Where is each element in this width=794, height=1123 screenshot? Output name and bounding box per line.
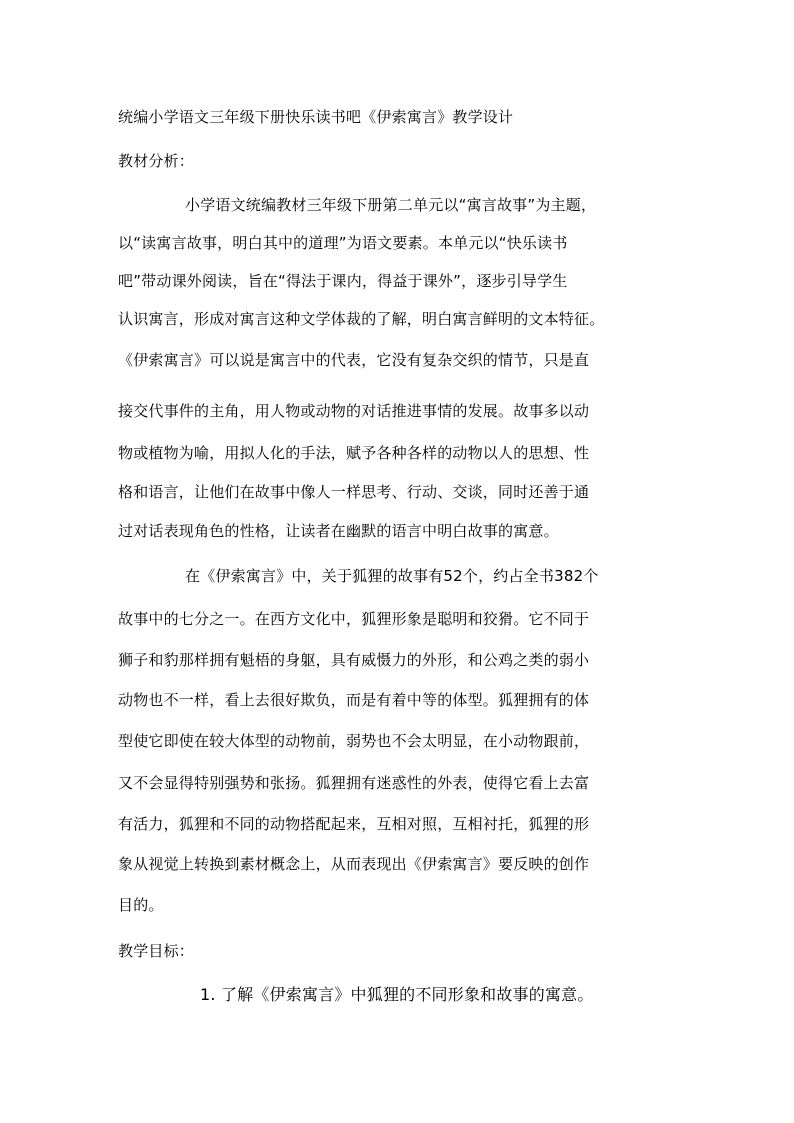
paragraph-line: 在《伊索寓言》中，关于狐狸的故事有52个，约占全书382个 [185,567,599,585]
paragraph-line: 有活力，狐狸和不同的动物搭配起来，互相对照，互相衬托，狐狸的形 [118,815,590,833]
document-title: 统编小学语文三年级下册快乐读书吧《伊索寓言》教学设计 [118,108,514,126]
paragraph-line: 《伊索寓言》可以说是寓言中的代表，它没有复杂交织的情节，只是直 [118,351,590,369]
paragraph-line: 象从视觉上转换到素材概念上，从而表现出《伊索寓言》要反映的创作 [118,855,590,873]
paragraph-line: 过对话表现角色的性格，让读者在幽默的语言中明白故事的寓意。 [118,522,559,540]
paragraph-line: 以“读寓言故事，明白其中的道理”为语文要素。本单元以“快乐读书 [118,234,568,252]
paragraph-line: 接交代事件的主角，用人物或动物的对话推进事情的发展。故事多以动 [118,402,590,420]
section-heading-analysis: 教材分析： [118,152,195,170]
paragraph-line: 又不会显得特别强势和张扬。狐狸拥有迷惑性的外表，使得它看上去富 [118,774,590,792]
paragraph-line: 吧”带动课外阅读，旨在“得法于课内，得益于课外”，逐步引导学生 [118,272,568,290]
section-heading-goals: 教学目标： [118,942,195,960]
paragraph-line: 故事中的七分之一。在西方文化中，狐狸形象是聪明和狡猾。它不同于 [118,610,590,628]
paragraph-line: 物或植物为喻，用拟人化的手法，赋予各种各样的动物以人的思想、性 [118,444,590,462]
paragraph-line: 小学语文统编教材三年级下册第二单元以“寓言故事”为主题， [185,196,597,214]
paragraph-line: 认识寓言，形成对寓言这种文学体裁的了解，明白寓言鲜明的文本特征。 [118,310,605,328]
paragraph-line: 格和语言，让他们在故事中像人一样思考、行动、交谈，同时还善于通 [118,483,590,501]
goal-item: 1. 了解《伊索寓言》中狐狸的不同形象和故事的寓意。 [200,985,594,1004]
paragraph-line: 目的。 [118,896,164,914]
paragraph-line: 动物也不一样，看上去很好欺负，而是有着中等的体型。狐狸拥有的体 [118,691,590,709]
paragraph-line: 狮子和豹那样拥有魁梧的身躯，具有威慑力的外形，和公鸡之类的弱小 [118,651,590,669]
paragraph-line: 型使它即使在较大体型的动物前，弱势也不会太明显，在小动物跟前， [118,732,590,750]
